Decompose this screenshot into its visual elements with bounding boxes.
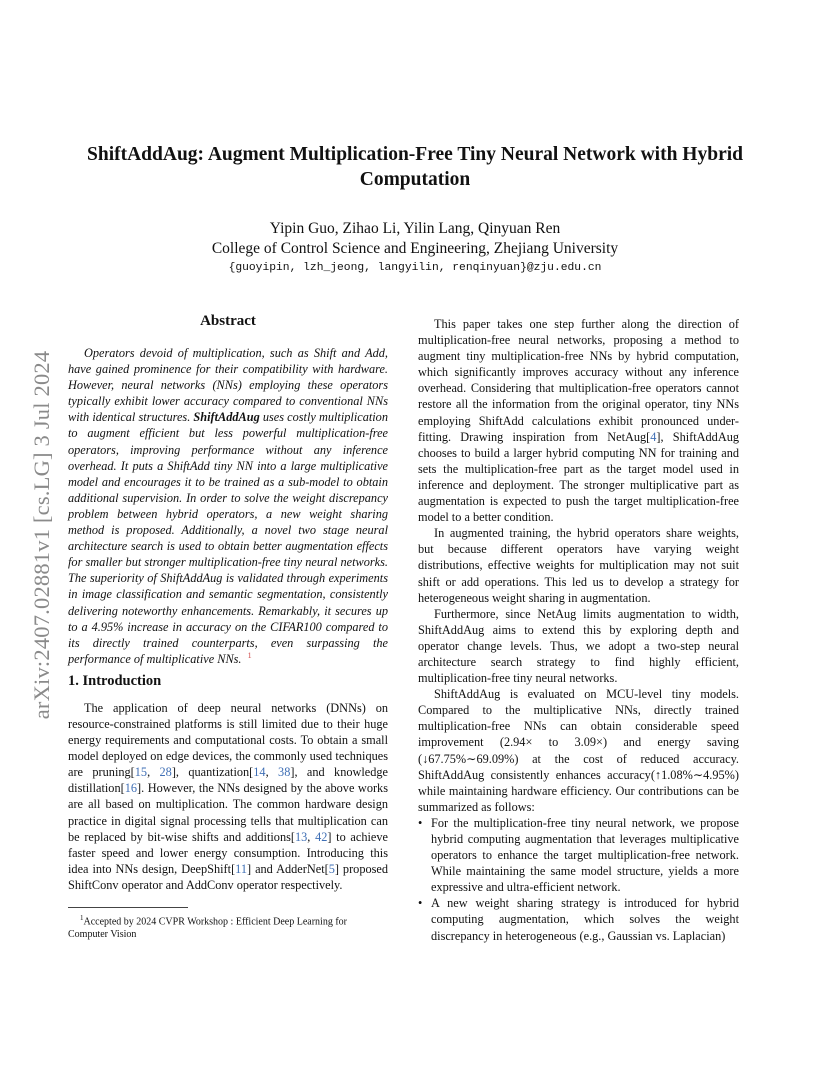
- author-names: Yipin Guo, Zihao Li, Yilin Lang, Qinyuan Ren: [269, 220, 561, 237]
- citation-link[interactable]: 15: [134, 765, 148, 780]
- citation-link[interactable]: 16: [124, 781, 137, 796]
- abstract-heading: Abstract: [200, 313, 256, 329]
- arxiv-watermark: [22, 300, 62, 770]
- citation-link[interactable]: 14: [253, 765, 266, 780]
- citation-link[interactable]: 42: [315, 829, 328, 844]
- body-paragraph: This paper takes one step further along the direction of multiplication-free neural networks, proposing a method to augment tiny multiplication-free NNs by hybrid computation, which significantly improves accuracy without any inference overhead. Considering that multiplication-free operators cannot restore all the information from the original operator, tiny NNs employing ShiftAdd calculations exhibit pronounced under-fitting. Drawing inspiration from NetAug[4], ShiftAddAug chooses to build a larger hybrid computing NN for training and sets the multiplication-free part as the target model used in inference and deployment. The stronger multiplicative part as augmentation is expected to push the target multiplication-free model to a better condition.: [418, 317, 740, 525]
- left-column: [68, 313, 388, 941]
- footnote: $^1$Accepted by 2024 CVPR Workshop : Efficient Deep Learning for Computer Vision: [68, 914, 347, 941]
- right-column: [418, 316, 739, 944]
- citation-link[interactable]: 4: [650, 429, 657, 444]
- author-block: [70, 219, 760, 259]
- arxiv-id: arXiv:2407.02881v1 [cs.LG] 3 Jul 2024: [29, 350, 54, 720]
- section-heading-introduction: 1. Introduction: [68, 672, 162, 689]
- footnote-marker-link[interactable]: 1: [247, 650, 252, 660]
- footnote-divider: [68, 907, 188, 908]
- body-paragraph: ShiftAddAug is evaluated on MCU-level tiny models. Compared to the multiplicative NNs, directly trained multiplication-free NNs can obtain considerable speed improvement (2.94× to 3.09×) and energy saving (↓67.75%∼69.09%) at the cost of reduced accuracy. ShiftAddAug consistently enhances accuracy(↑1.08%∼4.95%) while maintaining hardware efficiency. Our contributions can be summarized as follows:: [418, 687, 739, 814]
- abstract-bold-term: ShiftAddAug: [193, 410, 260, 425]
- contribution-bullet: • A new weight sharing strategy is introduced for hybrid computing augmentation, which solves the weight discrepancy in heterogeneous (e.g., Gaussian vs. Laplacian): [418, 895, 739, 943]
- intro-paragraph: The application of deep neural networks (DNNs) on resource-constrained platforms is still limited due to their huge energy requirements and computational costs. To obtain a small model deployed on edge devices, the commonly used techniques are pruning[15, 28], quantization[14, 38], and knowledge distillation[16]. However, the NNs designed by the above works are all based on multiplication. The common hardware design practice in digital signal processing tells that multiplication can be replaced by bit-wise shifts and additions[13, 42] to achieve faster speed and lower energy consumption. Introducing this idea into NNs design, DeepShift[11] and AdderNet[5] proposed ShiftConv operator and AddConv operator respectively.: [68, 700, 389, 892]
- body-paragraph: Furthermore, since NetAug limits augmentation to width, ShiftAddAug aims to extend this by exploring depth and operator change levels. Thus, we adopt a two-step neural architecture search strategy to find highly efficient, multiplication-free tiny neural networks.: [418, 606, 739, 686]
- contribution-bullet: • For the multiplication-free tiny neural network, we propose hybrid computing augmentation that leverages multiplicative operators to enhance the target multiplication-free network. While maintaining the same model structure, yields a more expressive and ultra-efficient network.: [418, 815, 739, 895]
- affiliation: College of Control Science and Engineering, Zhejiang University: [211, 240, 619, 257]
- citation-link[interactable]: 13: [294, 829, 308, 844]
- abstract-text: Operators devoid of multiplication, such as Shift and Add, have gained prominence for their compatibility with hardware. However, neural networks (NNs) employing these operators typically exhibit lower accuracy compared to conventional NNs with identical structures. ShiftAddAug uses costly multiplication to augment efficient but less powerful multiplication-free operators, improving performance without any inference overhead. It puts a ShiftAdd tiny NN into a large multiplicative model and encourages it to be trained as a sub-model to obtain additional supervision. In order to solve the weight discrepancy problem between hybrid operators, a new weight sharing method is proposed. Additionally, a novel two stage neural architecture search is used to obtain better augmentation effects for smaller but stronger multiplication-free tiny neural networks. The superiority of ShiftAddAug is validated through experiments in image classification and semantic segmentation, consistently delivering noteworthy enhancements. Remarkably, it secures up to a 4.95% increase in accuracy on the CIFAR100 compared to its directly trained counterparts, even surpassing the performance of multiplicative NNs. $^1$: [68, 346, 388, 666]
- body-paragraph: In augmented training, the hybrid operators share weights, but because different operators have varying weight distributions, effective weights for multiplication may not suit shift or add operations. This led us to develop a strategy for heterogeneous weight sharing in augmentation.: [418, 526, 739, 605]
- author-emails: {guoyipin, lzh_jeong, langyilin, renqinyuan}@zju.edu.cn: [228, 262, 602, 274]
- citation-link[interactable]: 38: [278, 765, 291, 780]
- citation-link[interactable]: 11: [235, 861, 248, 876]
- citation-link[interactable]: 28: [159, 765, 172, 780]
- citation-link[interactable]: 5: [328, 861, 335, 876]
- paper-title: ShiftAddAug: Augment Multiplication-Free Tiny Neural Network with Hybrid Computation: [87, 144, 743, 190]
